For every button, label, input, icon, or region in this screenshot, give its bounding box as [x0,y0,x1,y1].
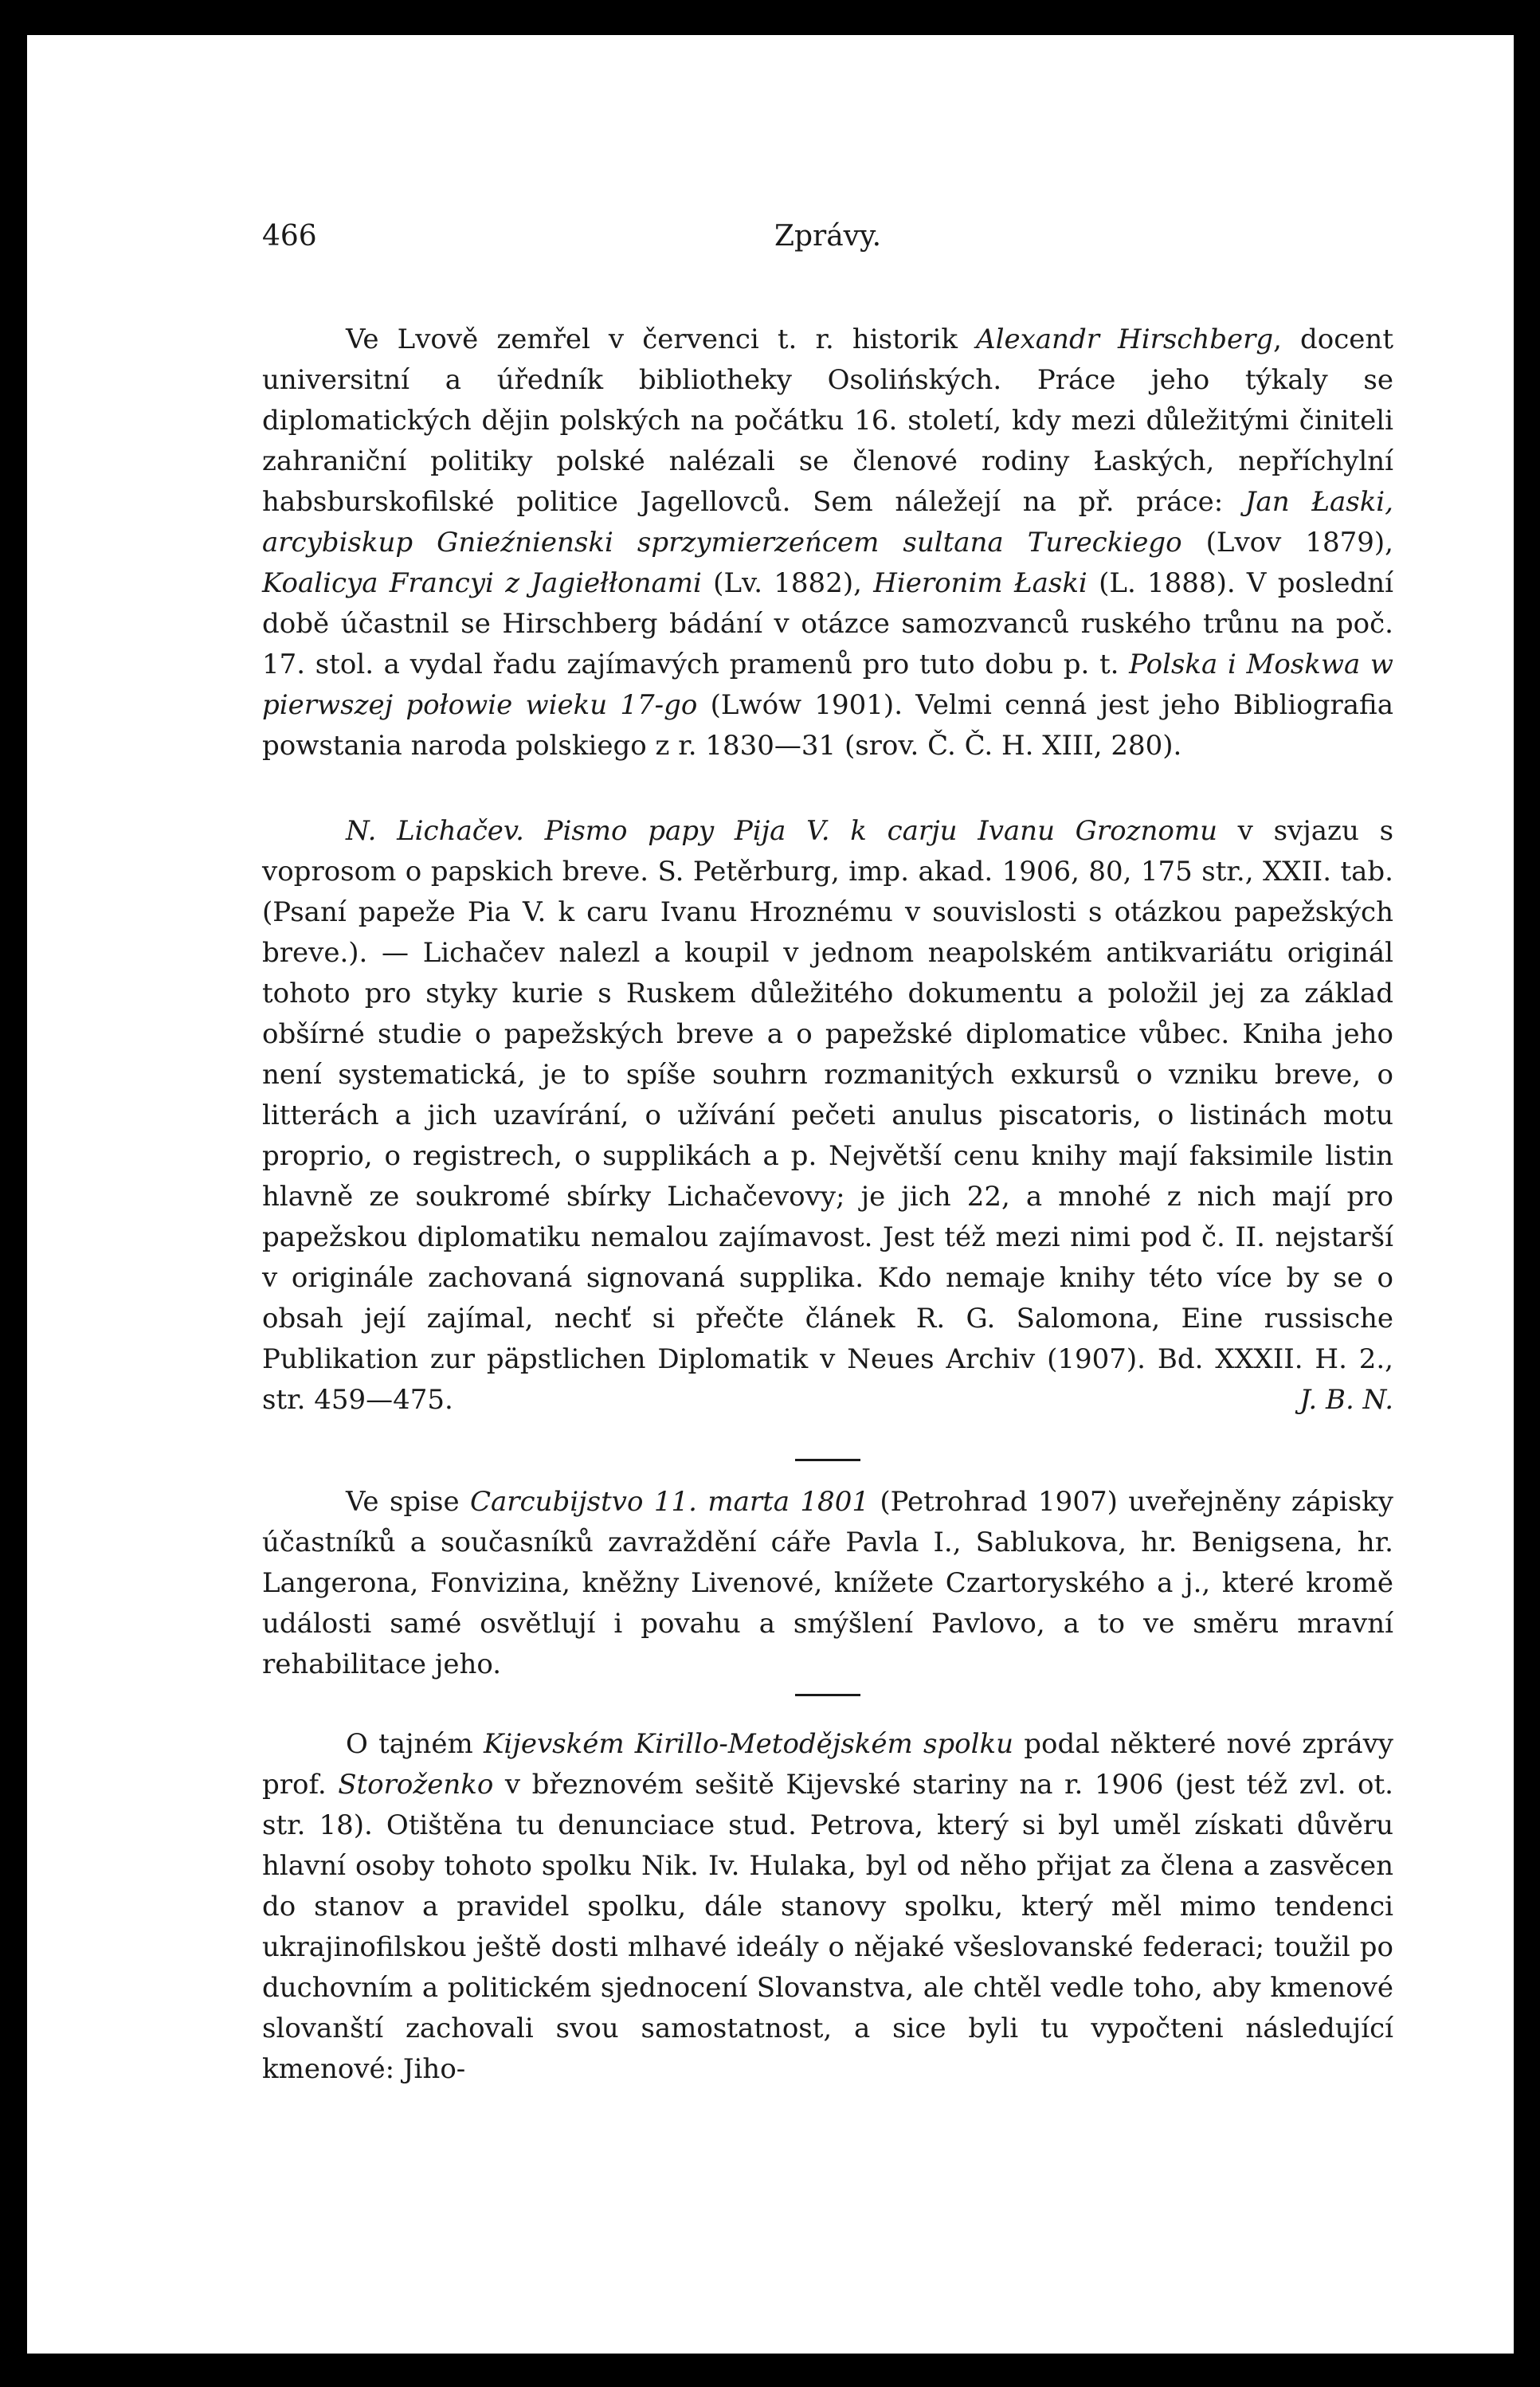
paragraph-kijevsky-spolek: O tajném Kijevském Kirillo-Metodějském spolku podal některé nové zprávy prof. Storoženko v březnovém sešitě Kijevské stariny na r. 1906 (jest též zvl. ot. str. 18). Otištěna tu denunciace stud. Petrova, který si byl uměl získati důvěru hlavní osoby tohoto spolku Nik. Iv. Hulaka, byl od něho přijat za člena a zasvěcen do stanov a pravidel spolku, dále stanovy spolku, který měl mimo tendenci ukrajinofilskou ještě dosti mlhavé ideály o nějaké všeslovanské federaci; toužil po duchovním a politickém sjednocení Slovanstva, ale chtěl vedle toho, aby kmenové slovanští zachovali svou samostatnost, a sice byli tu vypočteni následující kmenové: Jiho- [262,1728,1394,2085]
section-divider [795,1694,860,1696]
paragraph-hirschberg: Ve Lvově zemřel v červenci t. r. historik Alexandr Hirschberg, docent universitní a úředník bibliotheky Osolińských. Práce jeho týkaly se diplomatických dějin polských na počátku 16. století, kdy mezi důležitými činiteli zahraniční politiky polské nalézali se členové rodiny Łaských, nepříchylní habsburskofilské politice Jagellovců. Sem náležejí na př. práce: Jan Łaski, arcybiskup Gnieźnienski sprzymierzeńcem sultana Tureckiego (Lvov 1879), Koalicya Francyi z Jagiełłonami (Lv. 1882), Hieronim Łaski (L. 1888). V poslední době účastnil se Hirschberg bádání v otázce samozvanců ruského trůnu na poč. 17. stol. a vydal řadu zajímavých pramenů pro tuto dobu p. t. Polska i Moskwa w pierwszej połowie wieku 17-go (Lwów 1901). Velmi cenná jest jeho Bibliografia powstania naroda polskiego z r. 1830—31 (srov. Č. Č. H. XIII, 280). [262,323,1393,762]
paragraph-carcubijstvo: Ve spise Carcubijstvo 11. marta 1801 (Petrohrad 1907) uveřejněny zápisky účastníků a současníků zavraždění cáře Pavla I., Sablukova, hr. Benigsena, hr. Langerona, Fonvizina, kněžny Livenové, knížete Czartoryského a j., které kromě události samé osvětlují i povahu a smýšlení Pavlovo, a to ve směru mravní rehabilitace jeho. [262,1486,1393,1680]
author-signature: J. B. N. [1299,1384,1393,1416]
page-number: 466 [262,220,317,253]
paragraph-lichacev: N. Lichačev. Pismo papy Pija V. k carju Ivanu Groznomu v svjazu s voprosom o papskich breve. S. Petěrburg, imp. akad. 1906, 80, 175 str., XXII. tab. (Psaní papeže Pia V. k caru Ivanu Hroznému v souvislosti s otázkou papežských breve.). — Lichačev nalezl a koupil v jednom neapolském antikvariátu originál tohoto pro styky kurie s Ruskem důležitého dokumentu a položil jej za základ obšírné studie o papežských breve a o papežské diplomatice vůbec. Kniha jeho není systematická, je to spíše souhrn rozmanitých exkursů o vzniku breve, o litterách a jich uzavírání, o užívání pečeti anulus piscatoris, o listinách motu proprio, o registrech, o supplikách a p. Největší cenu knihy mají faksimile listin hlavně ze soukromé sbírky Lichačevovy; je jich 22, a mnohé z nich mají pro papežskou diplomatiku nemalou zajímavost. Jest též mezi nimi pod č. II. nejstarší v originále zachovaná signovaná supplika. Kdo nemaje knihy této více by se o obsah její zajímal, nechť si přečte článek R. G. Salomona, Eine russische Publikation zur päpstlichen Diplomatik v Neues Archiv (1907). Bd. XXXII. H. 2., str. 459—475. J. B. N. [262,811,1393,1421]
page-title: Zprávy. [774,220,882,253]
running-header [262,220,1393,268]
section-divider [795,1459,860,1461]
page [27,35,1514,2354]
